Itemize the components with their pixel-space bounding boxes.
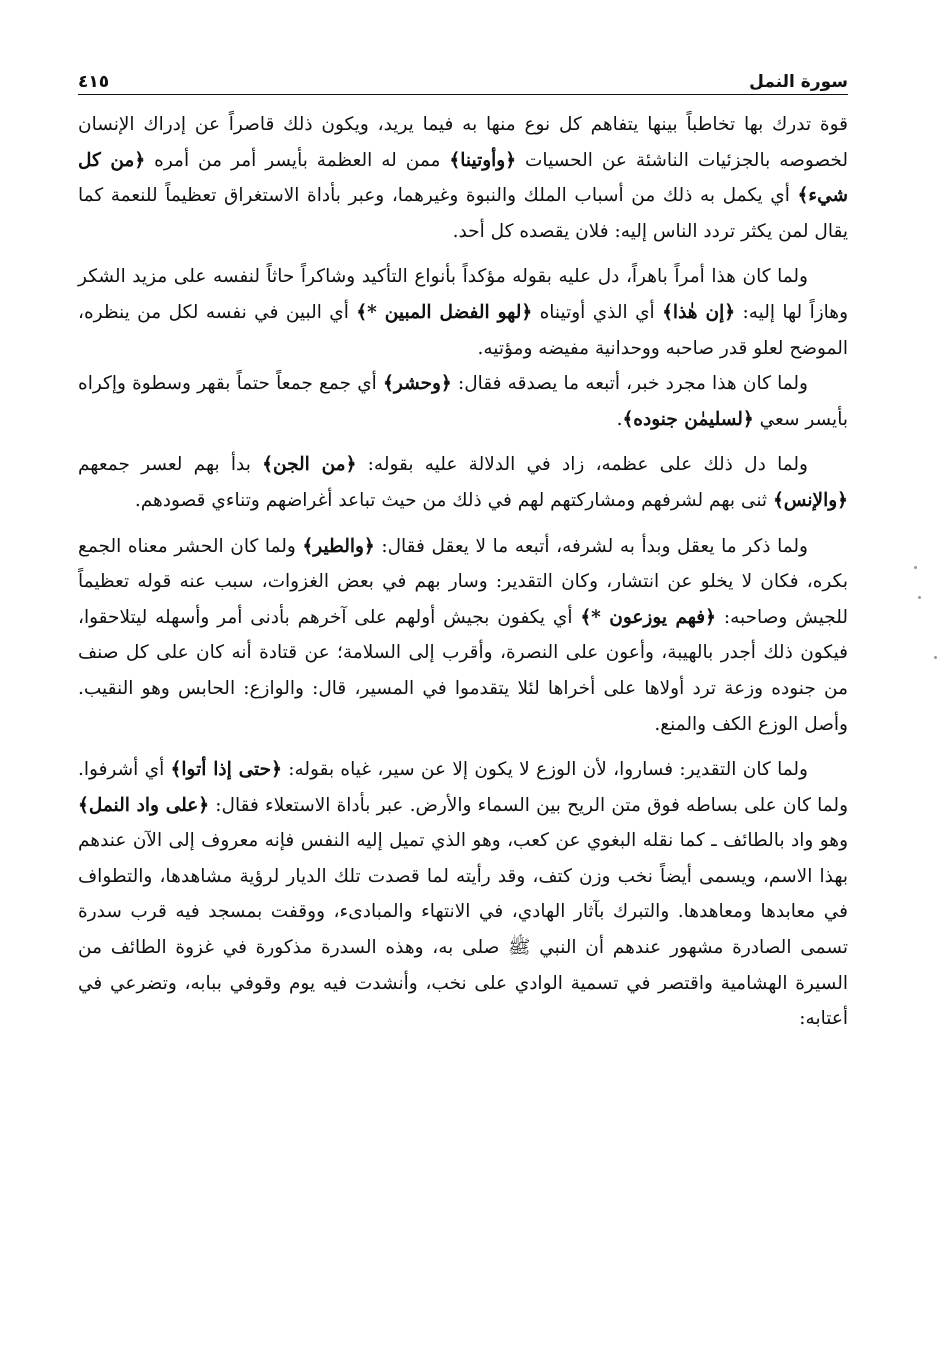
paragraph xyxy=(78,752,848,1037)
quran-quote: ﴿والطير﴾ xyxy=(302,535,375,557)
paragraph xyxy=(78,529,848,743)
paragraph xyxy=(78,366,848,437)
quran-quote: ﴿إن هٰذا﴾ xyxy=(662,301,736,323)
text-run: ولما ذكر ما يعقل وبدأ به لشرفه، أتبعه ما لا يعقل فقال: xyxy=(374,535,808,557)
scan-speck xyxy=(918,596,921,599)
text-run: ولما كان هذا مجرد خبر، أتبعه ما يصدقه فقال: xyxy=(451,373,808,395)
paragraph xyxy=(78,259,848,366)
surah-title: سورة النمل xyxy=(749,72,848,92)
scan-speck xyxy=(934,656,937,659)
page-number: ٤١٥ xyxy=(78,72,110,92)
text-run: ولما كان هذا أمراً باهراً، دل عليه بقوله مؤكداً بأنواع التأكيد وشاكراً حاثاً لنفسه على مزيد الشكر وهازاً لها إليه: xyxy=(78,266,848,323)
text-run: ممن له العظمة بأيسر أمر من أمره xyxy=(145,149,450,171)
paragraph xyxy=(78,447,848,518)
paragraph xyxy=(78,107,848,249)
text-run: أي الذي أوتيناه xyxy=(532,301,663,323)
text-run: قوة تدرك بها تخاطباً بينها يتفاهم كل نوع منها به فيما يريد، ويكون ذلك قاصراً عن إدراك الإنسان لخصوصه بالجزئيات الناشئة عن الحسيات xyxy=(78,114,848,171)
text-run: بدأ بهم لعسر جمعهم xyxy=(78,454,263,476)
running-header xyxy=(78,64,848,95)
quran-quote: ﴿وأوتينا﴾ xyxy=(449,149,517,171)
scan-speck xyxy=(914,566,917,569)
text-run: . xyxy=(616,408,623,430)
text-run: أي جمع جمعاً حتماً بقهر وسطوة وإكراه بأيسر سعي xyxy=(78,373,848,430)
quran-quote: ﴿فهم يوزعون *﴾ xyxy=(580,606,716,628)
text-run: ثنى بهم لشرفهم ومشاركتهم لهم في ذلك من حيث تباعد أغراضهم وتناءي قصودهم. xyxy=(134,489,773,511)
text-run: أي يكفون بجيش أولهم على آخرهم بأدنى أمر وأسهله ليتلاحقوا، فيكون ذلك أجدر بالهيبة، وأعون على النصرة، وأقرب إلى السلامة؛ عن قتادة أنه كان على كل صنف من جنوده وزعة ترد أولاها على أخراها لئلا يتقدموا في المسير، قال: والوازع: الحابس وهو النقيب. وأصل الوزع الكف والمنع. xyxy=(78,606,848,735)
text-run: أي أشرفوا. ولما كان على بساطه فوق متن الريح بين السماء والأرض. عبر بأداة الاستعلاء فقال: xyxy=(78,759,848,816)
text-run: ولما كان الحشر معناه الجمع بكره، فكان لا يخلو عن انتشار، وكان التقدير: وسار بهم في بعض الغزوات، سبب عنه قوله تعظيماً للجيش وصاحبه: xyxy=(78,535,848,628)
quran-quote: ﴿والإنس﴾ xyxy=(772,489,848,511)
quran-quote: ﴿حتى إذا أتوا﴾ xyxy=(170,759,282,781)
text-run: ولما كان التقدير: فساروا، لأن الوزع لا يكون إلا عن سير، غياه بقوله: xyxy=(281,759,808,781)
quran-quote: ﴿من الجن﴾ xyxy=(262,454,357,476)
quran-quote: ﴿من كل شيء﴾ xyxy=(78,149,848,207)
body-text xyxy=(78,107,848,1037)
text-run: وهو واد بالطائف ـ كما نقله البغوي عن كعب، وهو الذي تميل إليه النفس فإنه معروف إلى الآن عندهم بهذا الاسم، ويسمى أيضاً نخب وزن كتف، وقد رأيته لما قصدت تلك الديار لرؤية مشاهدها، والتطواف في معابدها ومعاهدها. والتبرك بآثار الهادي، في الانتهاء والمبادىء، ووقفت بمسجد فيه قرب سدرة تسمى الصادرة مشهور عندهم أن النبي ﷺ صلى به، وهذه السدرة مذكورة في غزوة الطائف من السيرة الهشامية واقتصر في تسمية الوادي على نخب، وأنشدت فيه يوم وقوفي ببابه، وتضرعي في أعتابه: xyxy=(78,830,848,1030)
quran-quote: ﴿لهو الفضل المبين *﴾ xyxy=(356,301,533,323)
quran-quote: ﴿لسليمٰن جنوده﴾ xyxy=(622,408,754,430)
text-run: أي يكمل به ذلك من أسباب الملك والنبوة وغيرهما، وعبر بأداة الاستغراق تعظيماً للنعمة كما يقال لمن يكثر تردد الناس إليه: فلان يقصده كل أحد. xyxy=(78,185,848,242)
quran-quote: ﴿وحشر﴾ xyxy=(383,373,452,395)
text-run: أي البين في نفسه لكل من ينظره، الموضح لعلو قدر صاحبه ووحدانية مفيضه ومؤتيه. xyxy=(78,301,848,359)
quran-quote: ﴿على واد النمل﴾ xyxy=(78,794,210,816)
text-run: ولما دل ذلك على عظمه، زاد في الدلالة عليه بقوله: xyxy=(356,454,808,476)
